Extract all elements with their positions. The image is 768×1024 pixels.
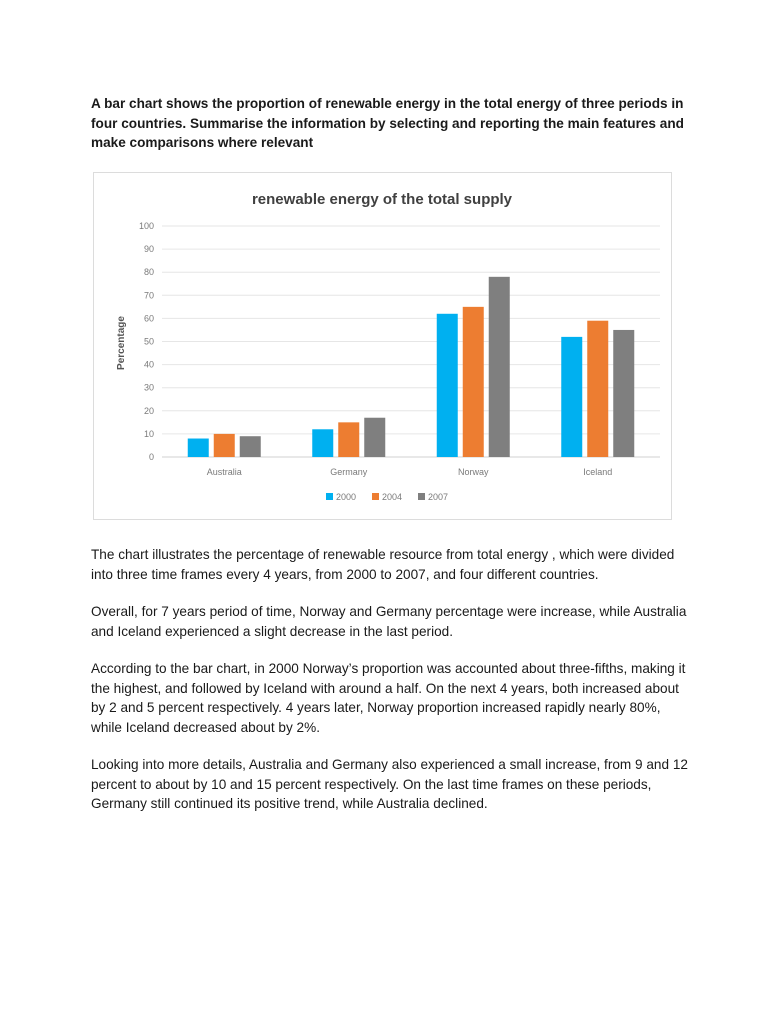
legend: [326, 492, 448, 502]
x-axis-categories: [207, 467, 613, 477]
bar-australia-2007: [240, 436, 261, 457]
y-tick-label-100: 100: [138, 221, 154, 231]
y-tick-label-90: 90: [143, 244, 154, 255]
paragraph-details-1: According to the bar chart, in 2000 Norway’s proportion was accounted about three-fifths, making it the highest, and followed by Iceland with around a half. On the next 4 years, both increased about by 2 and 5 percent respectively. 4 years later, Norway proportion increased rapidly nearly 80%, while Iceland decreased about by 2%.: [91, 661, 686, 735]
chart-title: renewable energy of the total supply: [251, 191, 513, 208]
x-category-label-germany: Germany: [330, 467, 368, 477]
y-tick-label-30: 30: [143, 382, 154, 393]
bar-australia-2000: [188, 439, 209, 457]
legend-swatch-2004: [372, 493, 379, 500]
y-tick-label-70: 70: [143, 290, 154, 301]
y-tick-label-80: 80: [143, 267, 154, 278]
x-category-label-iceland: Iceland: [583, 467, 613, 477]
paragraph-details-2: Looking into more details, Australia and Germany also experienced a small increase, from 9 and 12 percent to about by 10 and 15 percent respectively. On the last time frames on these periods, Germany still continued its positive trend, while Australia declined.: [91, 757, 688, 811]
bar-norway-2007: [489, 277, 510, 457]
y-tick-label-40: 40: [143, 359, 154, 370]
legend-label-2004: 2004: [382, 492, 403, 502]
bar-germany-2004: [338, 422, 359, 457]
y-tick-label-60: 60: [143, 313, 154, 324]
bar-norway-2004: [463, 307, 484, 457]
legend-label-2000: 2000: [336, 492, 357, 502]
bar-germany-2000: [312, 429, 333, 457]
bars: [188, 277, 635, 457]
y-tick-label-20: 20: [143, 405, 154, 416]
task-prompt: A bar chart shows the proportion of renewable energy in the total energy of three periods in four countries. Summarise the information by selecting and reporting the main features and make comparisons where relevant: [91, 96, 684, 150]
x-category-label-norway: Norway: [457, 467, 489, 477]
bar-iceland-2000: [561, 337, 582, 457]
y-axis-ticks: [139, 221, 154, 462]
paragraph-overview: Overall, for 7 years period of time, Norway and Germany percentage were increase, while Australia and Iceland experienced a slight decrease in the last period.: [91, 604, 687, 639]
bar-norway-2000: [437, 314, 458, 457]
bar-chart: [93, 172, 672, 520]
y-tick-label-10: 10: [143, 428, 154, 439]
bar-iceland-2007: [613, 330, 634, 457]
bar-australia-2004: [214, 434, 235, 457]
y-tick-label-0: 0: [148, 452, 154, 462]
legend-swatch-2007: [418, 493, 425, 500]
y-axis-title: Percentage: [116, 316, 127, 370]
bar-iceland-2004: [587, 321, 608, 457]
gridlines: [162, 226, 660, 457]
legend-label-2007: 2007: [428, 492, 449, 502]
bar-germany-2007: [364, 418, 385, 457]
y-tick-label-50: 50: [143, 336, 154, 347]
legend-swatch-2000: [326, 493, 333, 500]
paragraph-intro: The chart illustrates the percentage of renewable resource from total energy , which were divided into three time frames every 4 years, from 2000 to 2007, and four different countries.: [91, 547, 675, 582]
x-category-label-australia: Australia: [206, 467, 242, 477]
bar-chart-svg: [94, 173, 671, 519]
